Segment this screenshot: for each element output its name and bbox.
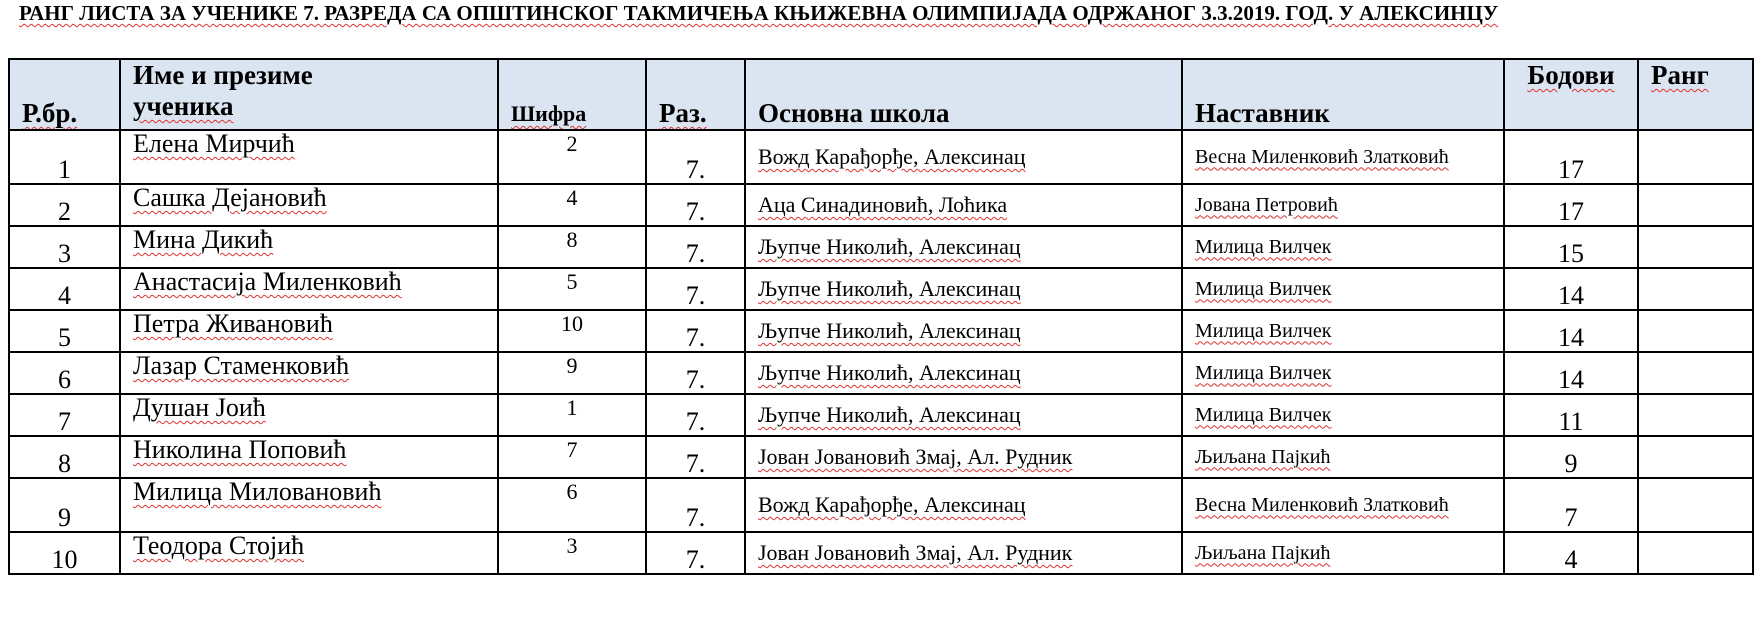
cell-points — [1504, 352, 1638, 394]
table-row — [9, 478, 1753, 532]
cell-name — [120, 268, 498, 310]
cell-school-text: Љупче Николић, Алексинац — [758, 402, 1021, 427]
table-row — [9, 436, 1753, 478]
cell-points-text: 4 — [1564, 545, 1578, 574]
cell-mentor-text: Јована Петровић — [1195, 193, 1338, 216]
cell-name-text: Николина Поповић — [133, 436, 347, 464]
cell-school-text: Љупче Николић, Алексинац — [758, 360, 1021, 385]
cell-mentor — [1182, 310, 1504, 352]
cell-mentor-text: Љиљана Пајкић — [1195, 445, 1331, 468]
cell-school-text: Љупче Николић, Алексинац — [758, 276, 1021, 301]
cell-code-text: 1 — [566, 395, 578, 420]
cell-rank — [1638, 394, 1753, 436]
document-title — [19, 0, 1719, 26]
cell-mentor — [1182, 226, 1504, 268]
cell-code — [498, 352, 646, 394]
cell-name — [120, 436, 498, 478]
table-row — [9, 130, 1753, 184]
cell-code — [498, 394, 646, 436]
cell-name-text: Сашка Дејановић — [133, 184, 327, 212]
cell-name-text: Милица Миловановић — [133, 478, 382, 506]
cell-points-text: 17 — [1558, 155, 1584, 184]
cell-code-text: 9 — [566, 353, 578, 378]
cell-school-text: Вожд Карађорђе, Алексинац — [758, 144, 1026, 169]
cell-mentor — [1182, 268, 1504, 310]
cell-points — [1504, 532, 1638, 574]
cell-grade — [646, 130, 745, 184]
cell-points-text: 7 — [1564, 503, 1578, 532]
cell-points — [1504, 310, 1638, 352]
cell-mentor — [1182, 130, 1504, 184]
cell-mentor-text: Љиљана Пајкић — [1195, 541, 1331, 564]
cell-rbr-text: 7 — [58, 407, 71, 436]
cell-grade-text: 7. — [685, 503, 706, 532]
cell-mentor — [1182, 436, 1504, 478]
cell-points — [1504, 130, 1638, 184]
cell-name-text: Мина Дикић — [133, 226, 274, 254]
cell-points — [1504, 268, 1638, 310]
cell-rbr — [9, 268, 120, 310]
cell-code — [498, 268, 646, 310]
cell-rank — [1638, 478, 1753, 532]
cell-rank — [1638, 268, 1753, 310]
cell-rbr-text: 10 — [51, 545, 78, 574]
ranking-table — [8, 58, 1754, 575]
cell-code-text: 4 — [566, 185, 578, 210]
cell-points — [1504, 436, 1638, 478]
cell-rank — [1638, 532, 1753, 574]
header-school: Основна школа — [745, 59, 1182, 130]
cell-grade-text: 7. — [685, 407, 706, 436]
cell-points-text: 14 — [1558, 323, 1584, 352]
cell-points-text: 17 — [1558, 197, 1584, 226]
table-row — [9, 268, 1753, 310]
cell-mentor-text: Милица Вилчек — [1195, 277, 1332, 300]
cell-name — [120, 310, 498, 352]
cell-grade — [646, 268, 745, 310]
cell-grade — [646, 352, 745, 394]
cell-code — [498, 184, 646, 226]
table-row — [9, 184, 1753, 226]
table-row — [9, 532, 1753, 574]
cell-rank — [1638, 130, 1753, 184]
cell-name — [120, 352, 498, 394]
cell-rbr-text: 5 — [58, 323, 71, 352]
table-row — [9, 310, 1753, 352]
cell-rbr — [9, 226, 120, 268]
cell-code-text: 2 — [566, 131, 578, 156]
header-code: Шифра — [498, 59, 646, 130]
cell-mentor-text: Милица Вилчек — [1195, 403, 1332, 426]
cell-school — [745, 268, 1182, 310]
cell-rank — [1638, 226, 1753, 268]
cell-grade — [646, 478, 745, 532]
cell-rbr-text: 8 — [58, 449, 71, 478]
cell-code-text: 3 — [566, 533, 578, 558]
cell-name — [120, 184, 498, 226]
cell-points-text: 14 — [1558, 365, 1584, 394]
header-points: Бодови — [1504, 59, 1638, 130]
cell-mentor-text: Весна Миленковић Златковић — [1195, 145, 1449, 168]
header-grade: Раз. — [646, 59, 745, 130]
cell-grade-text: 7. — [685, 155, 706, 184]
cell-mentor — [1182, 394, 1504, 436]
cell-mentor — [1182, 184, 1504, 226]
cell-rbr — [9, 130, 120, 184]
cell-mentor-text: Весна Миленковић Златковић — [1195, 493, 1449, 516]
table-row — [9, 394, 1753, 436]
cell-school — [745, 478, 1182, 532]
cell-mentor-text: Милица Вилчек — [1195, 235, 1332, 258]
cell-points — [1504, 184, 1638, 226]
cell-rbr-text: 4 — [58, 281, 71, 310]
cell-code-text: 5 — [566, 269, 578, 294]
cell-name — [120, 478, 498, 532]
cell-code-text: 8 — [566, 227, 578, 252]
cell-name-text: Петра Живановић — [133, 310, 333, 338]
cell-mentor — [1182, 352, 1504, 394]
cell-rbr — [9, 478, 120, 532]
cell-rbr — [9, 310, 120, 352]
cell-grade — [646, 310, 745, 352]
cell-name — [120, 130, 498, 184]
cell-rbr-text: 6 — [58, 365, 71, 394]
cell-name-text: Душан Јоић — [133, 394, 266, 422]
cell-rbr — [9, 394, 120, 436]
cell-code — [498, 130, 646, 184]
cell-grade — [646, 436, 745, 478]
cell-school-text: Аца Синадиновић, Лоћика — [758, 192, 1008, 217]
cell-name — [120, 226, 498, 268]
cell-rank — [1638, 436, 1753, 478]
cell-points — [1504, 478, 1638, 532]
cell-points-text: 9 — [1564, 449, 1578, 478]
table-row — [9, 226, 1753, 268]
cell-rbr-text: 9 — [58, 503, 71, 532]
cell-code — [498, 436, 646, 478]
cell-school — [745, 226, 1182, 268]
cell-code — [498, 310, 646, 352]
cell-school-text: Јован Јовановић Змај, Ал. Рудник — [758, 444, 1073, 469]
cell-school-text: Љупче Николић, Алексинац — [758, 234, 1021, 259]
cell-mentor-text: Милица Вилчек — [1195, 319, 1332, 342]
cell-points-text: 11 — [1558, 407, 1584, 436]
cell-rbr — [9, 184, 120, 226]
cell-mentor-text: Милица Вилчек — [1195, 361, 1332, 384]
cell-rbr — [9, 436, 120, 478]
cell-name-text: Теодора Стојић — [133, 532, 305, 560]
cell-rbr-text: 3 — [58, 239, 71, 268]
cell-mentor — [1182, 478, 1504, 532]
cell-school — [745, 352, 1182, 394]
cell-school — [745, 310, 1182, 352]
document-title-text: РАНГ ЛИСТА ЗА УЧЕНИКЕ 7. РАЗРЕДА СА ОПШТИНСКОГ ТАКМИЧЕЊА КЊИЖЕВНА ОЛИМПИЈАДА ОДРЖАНОГ 3.3.2019. ГОД. У АЛЕКСИНЦУ — [19, 1, 1499, 25]
cell-school — [745, 436, 1182, 478]
cell-school — [745, 394, 1182, 436]
cell-grade-text: 7. — [685, 449, 706, 478]
cell-school — [745, 532, 1182, 574]
cell-grade — [646, 184, 745, 226]
table-body — [9, 130, 1753, 574]
cell-code-text: 10 — [561, 311, 583, 336]
cell-name — [120, 532, 498, 574]
table-row — [9, 352, 1753, 394]
cell-school-text: Јован Јовановић Змај, Ал. Рудник — [758, 540, 1073, 565]
cell-grade — [646, 532, 745, 574]
cell-school — [745, 130, 1182, 184]
cell-grade-text: 7. — [685, 323, 706, 352]
cell-school — [745, 184, 1182, 226]
cell-rbr-text: 1 — [58, 155, 71, 184]
cell-grade-text: 7. — [685, 239, 706, 268]
cell-grade — [646, 226, 745, 268]
cell-rank — [1638, 352, 1753, 394]
cell-grade — [646, 394, 745, 436]
cell-code-text: 6 — [566, 479, 578, 504]
cell-name-text: Анастасија Миленковић — [133, 268, 402, 296]
cell-rbr — [9, 532, 120, 574]
cell-points-text: 14 — [1558, 281, 1584, 310]
cell-code-text: 7 — [566, 437, 578, 462]
cell-name-text: Лазар Стаменковић — [133, 352, 350, 380]
cell-name — [120, 394, 498, 436]
header-mentor: Наставник — [1182, 59, 1504, 130]
cell-school-text: Љупче Николић, Алексинац — [758, 318, 1021, 343]
cell-grade-text: 7. — [685, 281, 706, 310]
header-name: Име и презиме ученика — [120, 59, 498, 130]
cell-rank — [1638, 310, 1753, 352]
header-rank: Ранг — [1638, 59, 1753, 130]
cell-school-text: Вожд Карађорђе, Алексинац — [758, 492, 1026, 517]
cell-grade-text: 7. — [685, 545, 706, 574]
cell-rank — [1638, 184, 1753, 226]
cell-grade-text: 7. — [685, 197, 706, 226]
cell-code — [498, 226, 646, 268]
header-rbr: Р.бр. — [9, 59, 120, 130]
cell-rbr — [9, 352, 120, 394]
table-header-row — [9, 59, 1753, 130]
cell-name-text: Елена Мирчић — [133, 130, 295, 158]
cell-rbr-text: 2 — [58, 197, 71, 226]
cell-points-text: 15 — [1558, 239, 1584, 268]
cell-code — [498, 478, 646, 532]
cell-points — [1504, 226, 1638, 268]
cell-points — [1504, 394, 1638, 436]
cell-grade-text: 7. — [685, 365, 706, 394]
cell-mentor — [1182, 532, 1504, 574]
cell-code — [498, 532, 646, 574]
